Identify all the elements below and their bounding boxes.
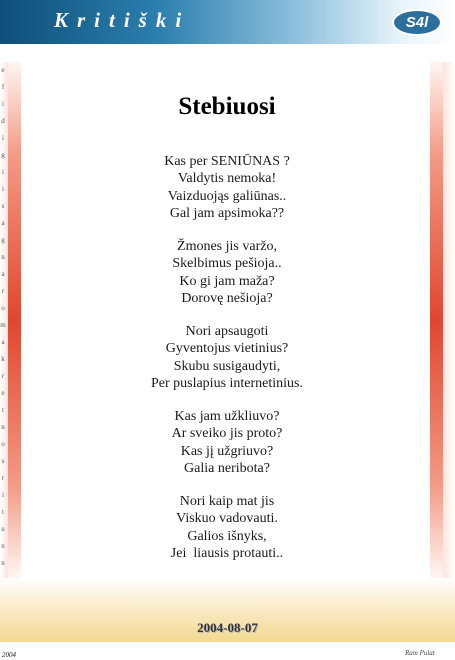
side-letter: i — [2, 168, 4, 176]
stanza — [24, 153, 430, 223]
poem-line: Per puslapius internetinius. — [150, 376, 304, 392]
poem-page — [24, 44, 430, 578]
side-letter: r — [1, 474, 5, 482]
side-letter: a — [1, 338, 5, 346]
side-letter: n — [1, 542, 5, 550]
poem-line: Dorovę nešioja? — [181, 291, 273, 307]
poem-line: Ar sveiko jis proto? — [171, 426, 283, 442]
poem-title: Stebiuosi — [178, 93, 276, 120]
stanza — [24, 323, 430, 393]
side-letter: i — [2, 134, 4, 142]
side-letter: i — [2, 185, 4, 193]
footer-year: 2004 — [2, 651, 16, 659]
side-letter: n — [1, 559, 5, 567]
poem-line: Skubu susigaudyti, — [173, 358, 281, 374]
side-letter: f — [1, 83, 5, 91]
poem-line: Kas jam užkliuvo? — [174, 408, 280, 424]
side-letter: t — [2, 508, 4, 516]
side-letter: k — [1, 355, 5, 363]
side-letter: i — [2, 491, 4, 499]
poem-line: Vaizduojąs galiūnas.. — [167, 188, 287, 204]
right-red-bar — [430, 62, 443, 578]
poem-line: Gal jam apsimoka?? — [169, 206, 285, 222]
header-title: Kritiški — [54, 8, 191, 32]
header-banner — [0, 0, 455, 44]
stanza — [24, 493, 430, 563]
poem-line: Viskuo vadovauti. — [176, 511, 278, 527]
poem-line: Jei liausis protauti.. — [170, 545, 284, 561]
side-letter: d — [1, 117, 5, 125]
side-letter: a — [1, 270, 5, 278]
side-letter: g — [1, 236, 5, 244]
side-letter: r — [1, 287, 5, 295]
poem-line: Kas per SENIŪNAS ? — [164, 154, 290, 169]
side-letter: o — [1, 440, 5, 448]
poem-line: Gyventojus vietinius? — [165, 341, 289, 357]
stanza — [24, 238, 430, 308]
poem-line: Kas jį užgriuvo? — [180, 443, 274, 459]
poem-body — [24, 153, 430, 578]
poem-line: Nori kaip mat jis — [179, 493, 275, 509]
poem-line: Skelbimus pešioja.. — [172, 256, 282, 272]
side-letter: s — [1, 202, 5, 210]
left-red-bar — [8, 62, 21, 578]
poem-date: 2004-08-07 — [197, 620, 258, 635]
side-letter: u — [1, 525, 5, 533]
side-letter: g — [1, 151, 5, 159]
side-letter: o — [1, 304, 5, 312]
poem-line: Galia neribota? — [184, 460, 270, 476]
poem-line: Ko gi jam maža? — [179, 273, 275, 289]
side-letter: e — [1, 389, 5, 397]
logo-badge: S4l — [392, 9, 442, 36]
poem-line: Valdytis nemoka! — [177, 171, 277, 187]
side-letter: i — [2, 100, 4, 108]
side-letter: s — [1, 457, 5, 465]
side-vertical-text — [0, 62, 7, 572]
stanza — [24, 408, 430, 478]
side-letter: r — [1, 372, 5, 380]
poem-line: Galios išnyks, — [187, 528, 267, 544]
side-letter: e — [1, 66, 5, 74]
author-signature: Ram Pulat — [405, 649, 435, 657]
side-letter: t — [2, 406, 4, 414]
right-fade — [443, 62, 455, 578]
side-letter: n — [1, 253, 5, 261]
poem-line: Žmones jis varžo, — [177, 238, 277, 254]
side-letter: m — [0, 321, 6, 329]
poem-line: Nori apsaugoti — [185, 323, 269, 339]
side-letter: n — [1, 423, 5, 431]
side-letter: a — [1, 219, 5, 227]
